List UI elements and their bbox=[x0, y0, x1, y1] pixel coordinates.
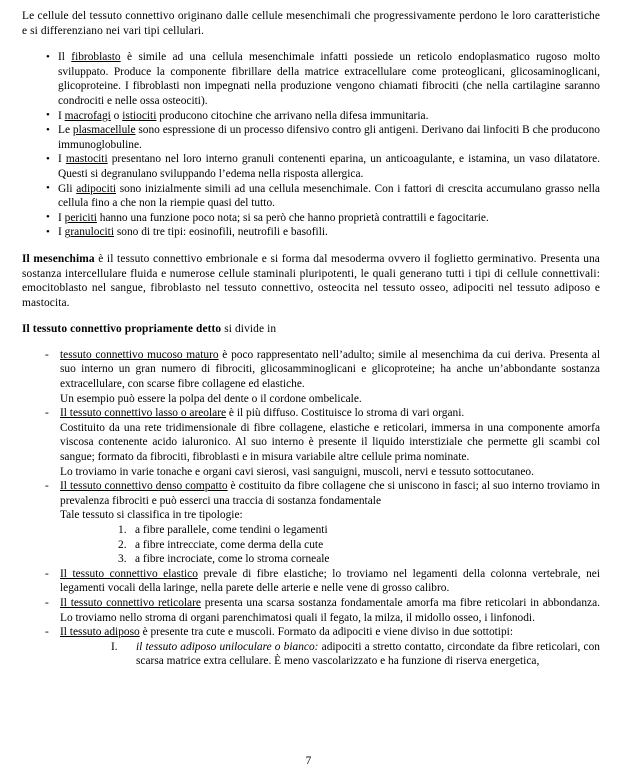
continuation-line: Lo troviamo in varie tonache e organi cavi sierosi, vasi sanguigni, muscoli, nervi e tessuto sottocutaneo. bbox=[60, 465, 534, 478]
term-underlined: Il tessuto connettivo lasso o areolare bbox=[60, 407, 227, 420]
sublist-item-text: a fibre parallele, come tendini o legamenti bbox=[135, 524, 328, 536]
term-prefix: I bbox=[58, 109, 65, 122]
list-item bbox=[22, 596, 600, 625]
sublist-item-text: adipociti a stretto contatto, circondate da fibre reticolari, con scarsa matrice extra cellulare. È meno vascolarizzato e ha funzione di riserva energetica, bbox=[136, 640, 600, 668]
term-underlined: adipociti bbox=[76, 182, 117, 195]
continuation-line: Un esempio può essere la polpa del dente o il cordone ombelicale. bbox=[60, 392, 362, 405]
term-body: sono inizialmente simili ad una cellula mesenchimale. Con i fattori di crescita accumulano grasso nella cellula fino a che non la riempie quasi del tutto. bbox=[58, 182, 600, 210]
list-marker: I. bbox=[111, 640, 118, 653]
term-prefix: I bbox=[58, 153, 66, 166]
sublist-item-text: a fibre incrociate, come lo stroma corneale bbox=[135, 553, 330, 566]
heading-body: si divide in bbox=[221, 323, 277, 336]
proper-tissue-heading bbox=[22, 322, 600, 337]
list-item bbox=[22, 567, 600, 596]
list-marker: 1. bbox=[118, 524, 127, 536]
list-item bbox=[22, 152, 600, 181]
term-underlined: Il tessuto connettivo elastico bbox=[60, 567, 198, 580]
heading-bold-lead: Il tessuto connettivo propriamente detto bbox=[22, 323, 222, 336]
list-item bbox=[22, 182, 600, 211]
list-item bbox=[22, 625, 600, 669]
sublist-item bbox=[60, 640, 600, 669]
list-item bbox=[22, 211, 600, 226]
term-underlined: periciti bbox=[64, 211, 97, 224]
spacer bbox=[22, 337, 600, 348]
continuation-line: Tale tessuto si classifica in tre tipologie: bbox=[60, 509, 243, 522]
adipose-subtypes-sublist bbox=[60, 640, 600, 669]
term-underlined: Il tessuto connettivo reticolare bbox=[60, 596, 201, 609]
term-body: producono citochine che arrivano nella difesa immunitaria. bbox=[156, 109, 429, 122]
list-item bbox=[22, 225, 600, 240]
term-body: hanno una funzione poco nota; si sa però che hanno proprietà contrattili e fagocitarie. bbox=[96, 211, 489, 224]
term-underlined-second: istiociti bbox=[122, 109, 157, 122]
term-body: sono di tre tipi: eosinofili, neutrofili e basofili. bbox=[114, 226, 328, 239]
term-underlined: Il tessuto adiposo bbox=[60, 626, 140, 639]
term-body: presenta una scarsa sostanza fondamentale amorfa ma fibre reticolari in abbondanza. Lo troviamo nello stroma di organi parenchimatosi quali il fegato, la milza, il midollo osseo, i linfonodi. bbox=[60, 596, 600, 624]
term-underlined: plasmacellule bbox=[72, 124, 136, 137]
mesenchyme-paragraph bbox=[22, 252, 600, 310]
spacer bbox=[22, 310, 600, 322]
term-body: è il più diffuso. Costituisce lo stroma di vari organi. bbox=[226, 407, 465, 420]
fiber-classification-sublist bbox=[60, 523, 600, 567]
term-underlined: macrofagi bbox=[64, 109, 111, 122]
term-body: presentano nel loro interno granuli contenenti eparina, un anticoagulante, e istamina, un vaso dilatatore. Questi si degranulano sviluppando l’edema nella risposta allergica. bbox=[58, 153, 600, 180]
list-item bbox=[22, 123, 600, 152]
term-mid: o bbox=[110, 109, 123, 122]
term-prefix: Gli bbox=[58, 182, 77, 195]
cell-types-list bbox=[22, 50, 600, 240]
sublist-item bbox=[60, 523, 600, 538]
term-underlined: granulociti bbox=[64, 226, 115, 239]
list-item bbox=[22, 109, 600, 124]
mesenchyme-bold-lead: Il mesenchima bbox=[22, 252, 95, 265]
tissue-types-list bbox=[22, 348, 600, 669]
spacer bbox=[22, 240, 600, 252]
mesenchyme-body: è il tessuto connettivo embrionale e si forma dal mesoderma ovvero il foglietto germinativo. Presenta una sostanza intercellulare fluida e numerose cellule staminali pluripotenti, le quali generano tutti i tipi di cellule connettivali: emocitoblasto nel sangue, fibroblasto nel tessuto connettivo, osteocita nel tessuto osseo, adipociti nel tessuto adiposo e mastocita. bbox=[22, 252, 600, 309]
term-body: è simile ad una cellula mesenchimale infatti possiede un reticolo endoplasmatico rugoso molto sviluppato. Produce la componente fibrillare della matrice extracellulare come proteoglicani, glicosaminoglicani, glicoproteine. I fibroblasti non impegnati nella produzione vengono chiamati fibrociti (che nella cartilagine saranno condrociti e nelle ossa osteociti). bbox=[58, 51, 600, 107]
term-underlined: mastociti bbox=[65, 153, 108, 166]
page-number: 7 bbox=[305, 755, 312, 767]
list-item bbox=[22, 479, 600, 567]
term-underlined: tessuto connettivo mucoso maturo bbox=[60, 348, 219, 361]
term-prefix: Le bbox=[58, 124, 73, 137]
list-item bbox=[22, 50, 600, 108]
term-body: è costituito da fibre collagene che si uniscono in fasci; al suo interno troviamo in prevalenza fibrociti e può esserci una traccia di sostanza fondamentale bbox=[60, 480, 600, 507]
term-body: è poco rappresentato nell’adulto; simile al mesenchima da cui deriva. Presenta al suo interno un gran numero di fibrociti, glicosamminoglicani e glicoproteine; ha anche un’abbondante sostanza extracellulare, con scarse fibre collagene ed elastiche. bbox=[60, 348, 600, 391]
term-body: è presente tra cute e muscoli. Formato da adipociti e viene diviso in due sottotipi: bbox=[139, 626, 514, 639]
term-underlined: fibroblasto bbox=[71, 51, 121, 64]
list-marker: 3. bbox=[118, 553, 127, 566]
sublist-item-text: a fibre intrecciate, come derma della cute bbox=[135, 538, 324, 551]
intro-paragraph: Le cellule del tessuto connettivo originano dalle cellule mesenchimali che progressivamente perdono le loro caratteristiche e si differenziano nei vari tipi cellulari. bbox=[22, 10, 600, 37]
term-prefix: I bbox=[58, 211, 65, 224]
term-body: prevale di fibre elastiche; lo troviamo nel legamenti della colonna vertebrale, nei legamenti vocali della laringe, nella parete delle arterie e nelle vene di grosso calibro. bbox=[60, 567, 601, 595]
term-underlined: Il tessuto connettivo denso compatto bbox=[60, 480, 228, 493]
sublist-item bbox=[60, 538, 600, 553]
list-item bbox=[22, 348, 600, 406]
list-item bbox=[22, 406, 600, 479]
continuation-line: Costituito da una rete tridimensionale di fibre collagene, elastiche e reticolari, immersa in una componente amorfa viscosa contenente acido ialuronico. Al suo interno è presente il liquido interstiziale che permette gli scambi col sangue; formato da fibrociti, fibroblasti e in misura variabile altre cellule prima nominate. bbox=[60, 421, 600, 464]
term-prefix: I bbox=[58, 226, 65, 239]
list-marker: 2. bbox=[118, 538, 127, 551]
sublist-item bbox=[60, 552, 600, 567]
term-body: sono espressione di un processo difensivo contro gli antigeni. Derivano dai linfociti B che producono immunoglobuline. bbox=[58, 124, 600, 151]
term-prefix: Il bbox=[58, 51, 72, 64]
subtype-italic-lead: il tessuto adiposo uniloculare o bianco: bbox=[136, 640, 319, 653]
